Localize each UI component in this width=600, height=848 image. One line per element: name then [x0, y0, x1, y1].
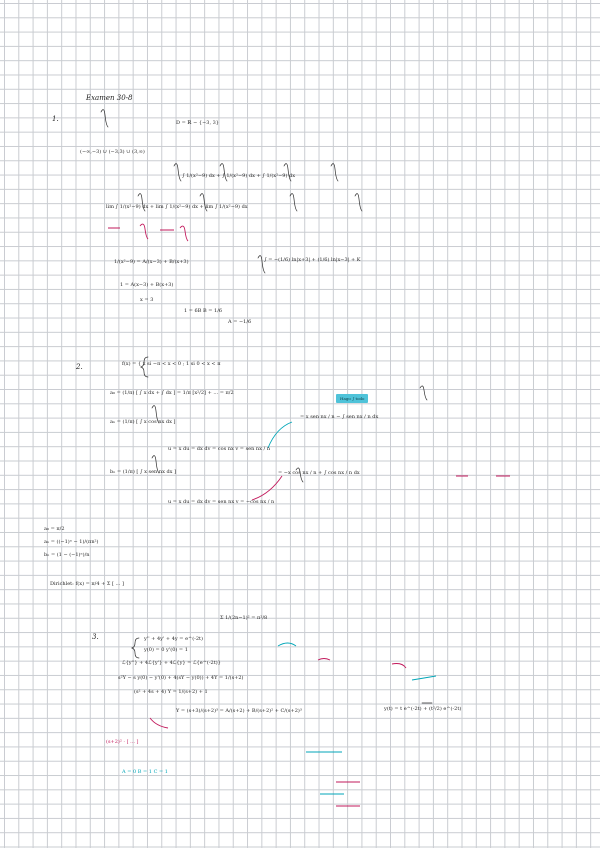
math-line: ℒ{y''} + 4ℒ{y'} + 4ℒ{y} = ℒ{e^(-2t)}	[122, 660, 221, 666]
math-line: 1/(x²−9) = A/(x−3) + B/(x+3)	[114, 259, 189, 265]
math-line: (s² + 4s + 4) Y = 1/(s+2) + 1	[134, 689, 208, 695]
math-line: u = x du = dx dv = sen nx v = −cos nx / n	[168, 499, 275, 505]
math-line: ∫ 1/(x²−9) dx + ∫ 1/(x²−9) dx + ∫ 1/(x²−9) dx	[182, 173, 296, 179]
page-heading: Examen 30-8	[86, 94, 133, 102]
math-line: bₙ = (1 − (−1)ⁿ)/n	[44, 552, 90, 558]
math-line: y(t) = t e^(-2t) + (t²/2) e^(-2t)	[384, 706, 462, 712]
math-line: ∫ = −(1/6) ln|x+3| + (1/6) ln|x−3| + K	[264, 257, 361, 263]
math-line: a₀ = (1/π) [ ∫ x dx + ∫ dx ] = 1/π [x²/2] + ... = π/2	[110, 390, 234, 396]
domain-line: D = ℝ − {−3, 3}	[176, 120, 219, 126]
math-line: = x sen nx / n − ∫ sen nx / n dx	[300, 414, 379, 420]
ode-line: y'' + 4y' + 4y = e^(-2t)	[144, 636, 203, 642]
math-line: (s+2)² · [ ... ]	[106, 739, 139, 745]
math-line: aₙ = ((−1)ⁿ − 1)/(πn²)	[44, 539, 99, 545]
note-badge: Hago ∫ todo	[336, 394, 368, 403]
math-line: y(0) = 0 y'(0) = 1	[144, 647, 188, 653]
function-definition: f(x) = { x si −π < x < 0 ; 1 si 0 < x < π	[122, 361, 221, 367]
math-line: 1 = 6B B = 1/6	[184, 308, 223, 314]
math-line: A = −1/6	[228, 319, 252, 325]
problem-number: 1.	[52, 115, 59, 123]
math-line: 1 = A(x−3) + B(x+3)	[120, 282, 174, 288]
math-line: bₙ = (1/π) [ ∫ x sen nx dx ]	[110, 469, 177, 475]
math-line: x = 3	[140, 297, 154, 303]
math-line: lim ∫ 1/(x²−9) dx + lim ∫ 1/(x²−9) dx + lim ∫ 1/(x²−9) dx	[106, 204, 248, 210]
math-line: A = 0 B = 1 C = 1	[122, 769, 168, 775]
math-line: Σ 1/(2n−1)² = π²/8	[220, 615, 268, 621]
math-line: aₙ = (1/π) [ ∫ x cos nx dx ]	[110, 419, 176, 425]
math-line: Dirichlet: f(x) = π/4 + Σ [ ... ]	[50, 581, 124, 587]
problem-number: 3.	[92, 633, 99, 641]
math-line: s²Y − s y(0) − y'(0) + 4(sY − y(0)) + 4Y = 1/(s+2)	[118, 675, 244, 681]
math-line: = −x cos nx / n + ∫ cos nx / n dx	[278, 470, 360, 476]
math-line: a₀ = π/2	[44, 526, 65, 532]
math-line: Y = (s+3)/(s+2)³ = A/(s+2) + B/(s+2)² + C/(s+2)³	[176, 708, 302, 714]
problem-number: 2.	[76, 363, 83, 371]
math-line: u = x du = dx dv = cos nx v = sen nx / n	[168, 446, 271, 452]
math-line: (−∞,−3) ∪ (−3,3) ∪ (3,∞)	[80, 149, 145, 155]
